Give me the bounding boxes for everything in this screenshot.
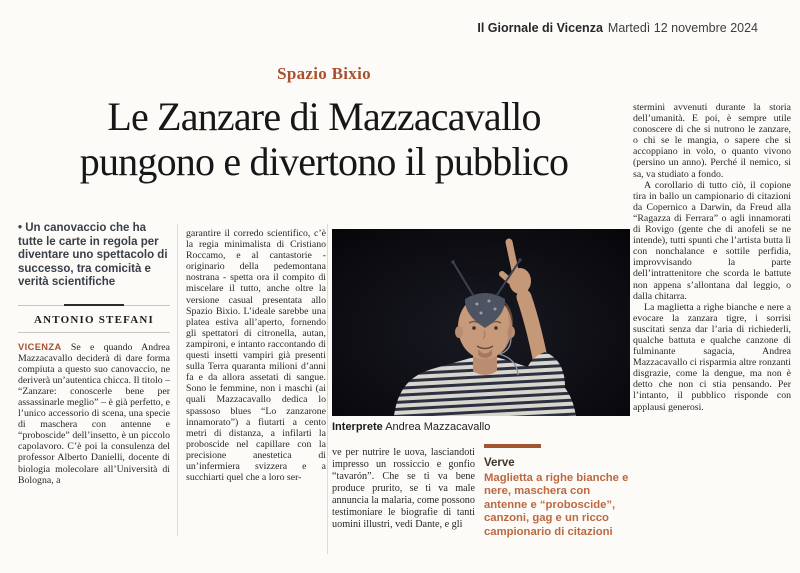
verve-text: Maglietta a righe bianche e nere, maschera con antenne e “proboscide”, canzoni, gag e un ricco campionario di citazioni bbox=[484, 471, 629, 538]
article-column-4 bbox=[633, 102, 791, 413]
byline-rule-top bbox=[18, 304, 170, 307]
masthead bbox=[477, 21, 758, 35]
article-col4-p3: La maglietta a righe bianche e nere a evocare la zanzara tigre, i sorrisi suscitati senza dar l’aria di richiederli, qualche battuta e qualche canzone di fulminante sagacia, Andrea Mazzacavallo ci risparmia altre ronzanti disgrazie, come la dengue, ma non è detto che non ci stia pensando. Per l’intanto, il pubblico risponde con applausi generosi. bbox=[633, 301, 791, 413]
headline bbox=[0, 94, 648, 184]
verve-rule bbox=[484, 444, 541, 448]
masthead-title: Il Giornale di Vicenza bbox=[477, 21, 603, 35]
byline-rule-accent bbox=[64, 304, 124, 307]
photo-caption-name: Andrea Mazzacavallo bbox=[385, 421, 491, 433]
headline-line1: Le Zanzare di Mazzacavallo bbox=[107, 94, 541, 139]
article-col1-paragraph bbox=[18, 342, 170, 486]
byline: ANTONIO STEFANI bbox=[34, 313, 154, 326]
standfirst: • Un canovaccio che ha tutte le carte in regola per diventare uno spettacolo di successo, tra comicità e verità scientifiche bbox=[18, 222, 168, 288]
headline-line2: pungono e divertono il pubblico bbox=[79, 139, 569, 184]
article-column-2: garantire il corredo scientifico, c’è la regia minimalista di Cristiano Roccamo, e al cantastorie - originario della pedemontana nostrana - spetta ora il compito di miscelare il tutto, anche oltre la versione casual presentata allo Spazio Bixio. L’ideale sarebbe una platea estiva all’aperto, fornendo gli spettatori di citronella, autan, zampironi, e intanto raccontando di questi insetti vampiri già presenti sulla Terra quaranta milioni d’anni fa e da allora assetati di sangue. Sono le femmine, non i maschi (ai quali Mazzacavallo dedica lo spassoso blues “Lo zanzarone innamorato”) a fiutarti a cento metri di distanza, a infilarti la proboscide nel capillare con la precisione anestetica di un’infermiera svizzera e a succhiarti quel che a loro ser- bbox=[186, 228, 326, 484]
verve-box bbox=[484, 444, 634, 539]
column-divider bbox=[327, 224, 328, 554]
article-column-1 bbox=[18, 222, 170, 486]
masthead-date: Martedì 12 novembre 2024 bbox=[607, 21, 758, 35]
article-col4-p1: stermini avvenuti durante la storia dell’umanità. E poi, è sempre utile conoscere di che si nutrono le zanzare, o chi se le mangia, o sapere che si accoppiano in volo, o quanto vivono (persino un anno). Perché il nemico, si sa, va studiato a fondo. bbox=[633, 102, 791, 180]
photo-caption-label: Interprete bbox=[332, 421, 383, 433]
dateline: VICENZA bbox=[18, 341, 62, 352]
article-col4-p2: A corollario di tutto ciò, il copione tira in ballo un campionario di citazioni da Copernico a Darwin, da Freud alla “Ragazza di Ferrara” o agli innamorati di Rovigo (gente che di anofeli se ne intende), tutti spunti che l’artista butta lì con nonchalance e sottile perfidia, improvvisando la parte dell’intrattenitore che scorda le battute non appena s’allontana dal leggio, o dalla chitarra. bbox=[633, 179, 791, 302]
performer-photo bbox=[332, 229, 630, 416]
verve-label: Verve bbox=[484, 456, 515, 469]
column-divider bbox=[177, 224, 178, 536]
section-label: Spazio Bixio bbox=[277, 64, 371, 83]
photo-caption bbox=[332, 421, 630, 433]
article-column-3: ve per nutrire le uova, lasciandoti impresso un rossiccio e gonfio “tavarón”. Che se ti va bene produce prurito, se ti va male annuncia la malaria, come possono testimoniare le biografie di tanti uomini illustri, vedi Dante, e gli bbox=[332, 447, 475, 530]
byline-rule-bottom bbox=[18, 332, 170, 333]
article-col1-text: Se e quando Andrea Mazzacavallo deciderà di dare forma compiuta a questo suo canovaccio, ne deriverà un’autentica chicca. Il titolo – “Zanzare: conoscerle bene per assassinarle meglio” – è già perfetto, e l’unico accessorio di scena, una specie di maschera con antenne e “proboscide” dell’insetto, è un piccolo capolavoro. C’è poi la consulenza del professor Alberto Danielli, docente di biologia molecolare all’Università di Bologna, a bbox=[18, 341, 170, 486]
